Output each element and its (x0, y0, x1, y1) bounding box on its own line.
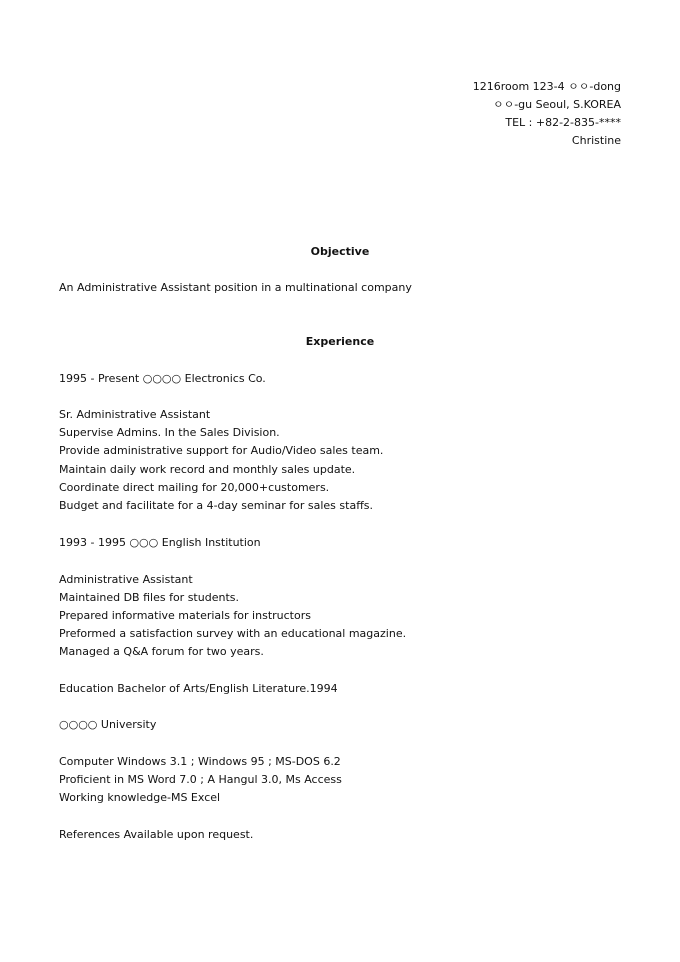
address-line-1: 1216room 123-4 ㅇㅇ-dong (472, 80, 621, 93)
job1-title: Sr. Administrative Assistant (59, 408, 211, 421)
job1-duty: Supervise Admins. In the Sales Division. (59, 426, 280, 439)
job2-period: 1993 - 1995 ○○○ English Institution (59, 536, 261, 549)
address-line-2: ㅇㅇ-gu Seoul, S.KOREA (492, 98, 621, 111)
job2-duty: Maintained DB files for students. (59, 591, 239, 604)
address-tel: TEL : +82-2-835-**** (505, 116, 621, 129)
computer-line: Proficient in MS Word 7.0 ; A Hangul 3.0, Ms Access (59, 773, 342, 786)
job1-duty: Coordinate direct mailing for 20,000+customers. (59, 481, 330, 494)
job2-duty: Preformed a satisfaction survey with an educational magazine. (59, 627, 407, 640)
job2-duty: Prepared informative materials for instructors (59, 609, 311, 622)
education-degree: Education Bachelor of Arts/English Literature.1994 (59, 682, 338, 695)
job1-duty: Provide administrative support for Audio/Video sales team. (59, 444, 384, 457)
experience-heading: Experience (305, 335, 375, 348)
address-name: Christine (571, 134, 621, 147)
objective-text: An Administrative Assistant position in a multinational company (59, 281, 412, 294)
computer-line: Computer Windows 3.1 ; Windows 95 ; MS-DOS 6.2 (59, 755, 341, 768)
computer-line: Working knowledge-MS Excel (59, 791, 221, 804)
education-university: ○○○○ University (59, 718, 157, 731)
job2-title: Administrative Assistant (59, 573, 193, 586)
references: References Available upon request. (59, 828, 254, 841)
job1-period: 1995 - Present ○○○○ Electronics Co. (59, 372, 266, 385)
job1-duty: Budget and facilitate for a 4-day seminar for sales staffs. (59, 499, 374, 512)
objective-heading: Objective (310, 245, 370, 258)
job1-duty: Maintain daily work record and monthly sales update. (59, 463, 356, 476)
job2-duty: Managed a Q&A forum for two years. (59, 645, 264, 658)
